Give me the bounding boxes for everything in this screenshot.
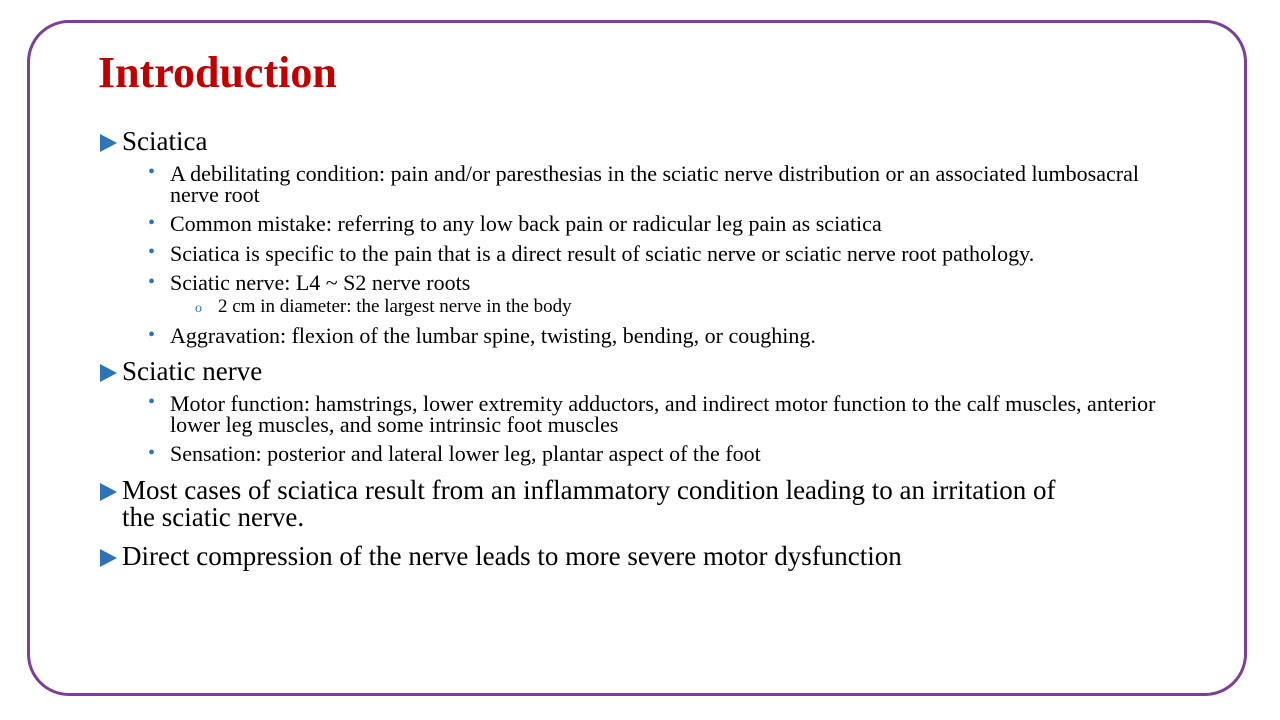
bullet-sciatica	[100, 128, 1200, 155]
triangle-bullet-icon	[100, 134, 117, 152]
subbullet-nerve-roots	[100, 272, 1200, 294]
subbullet-nerve-roots-text: Sciatic nerve: L4 ~ S2 nerve roots	[170, 270, 471, 295]
subbullet-sensation	[100, 443, 1200, 465]
bullet-sciatic-nerve	[100, 358, 1200, 385]
subbullet-debilitating	[100, 163, 1180, 205]
triangle-bullet-icon	[100, 483, 117, 501]
round-bullet-icon: •	[148, 241, 156, 263]
bullet-compression-text: Direct compression of the nerve leads to more severe motor dysfunction	[122, 541, 902, 571]
bullet-sciatica-text: Sciatica	[122, 126, 208, 156]
slide-title: Introduction	[98, 48, 337, 97]
subbullet-debilitating-text: A debilitating condition: pain and/or paresthesias in the sciatic nerve distribution or an associated lumbosacral nerve root	[170, 161, 1139, 207]
slide-content	[100, 128, 1200, 570]
triangle-bullet-icon	[100, 549, 117, 567]
round-bullet-icon: •	[148, 161, 156, 183]
round-bullet-icon: •	[148, 324, 156, 346]
subbullet-motor-function-text: Motor function: hamstrings, lower extremity adductors, and indirect motor function to the calf muscles, anterior lower leg muscles, and some intrinsic foot muscles	[170, 391, 1156, 437]
subbullet-specific	[100, 243, 1180, 264]
bullet-sciatic-nerve-text: Sciatic nerve	[122, 356, 263, 386]
subbullet-common-mistake-text: Common mistake: referring to any low back pain or radicular leg pain as sciatica	[170, 211, 882, 236]
subbullet-specific-text: Sciatica is specific to the pain that is a direct result of sciatic nerve or sciatic nerve root pathology.	[170, 241, 1035, 266]
round-bullet-icon: •	[148, 391, 156, 413]
round-bullet-icon: •	[148, 271, 156, 293]
bullet-inflammatory	[100, 477, 1082, 531]
subsubbullet-diameter	[100, 297, 1200, 317]
hollow-circle-bullet-icon: o	[195, 301, 202, 316]
subbullet-common-mistake	[100, 213, 1200, 235]
subbullet-aggravation	[100, 325, 1200, 347]
bullet-compression	[100, 543, 1200, 570]
triangle-bullet-icon	[100, 364, 117, 382]
subbullet-motor-function	[100, 393, 1180, 435]
subsubbullet-diameter-text: 2 cm in diameter: the largest nerve in the body	[218, 296, 572, 317]
subbullet-sensation-text: Sensation: posterior and lateral lower leg, plantar aspect of the foot	[170, 441, 761, 466]
round-bullet-icon: •	[148, 212, 156, 234]
subbullet-aggravation-text: Aggravation: flexion of the lumbar spine, twisting, bending, or coughing.	[170, 323, 816, 348]
bullet-inflammatory-text: Most cases of sciatica result from an inflammatory condition leading to an irritation of the sciatic nerve.	[122, 475, 1056, 532]
round-bullet-icon: •	[148, 442, 156, 464]
